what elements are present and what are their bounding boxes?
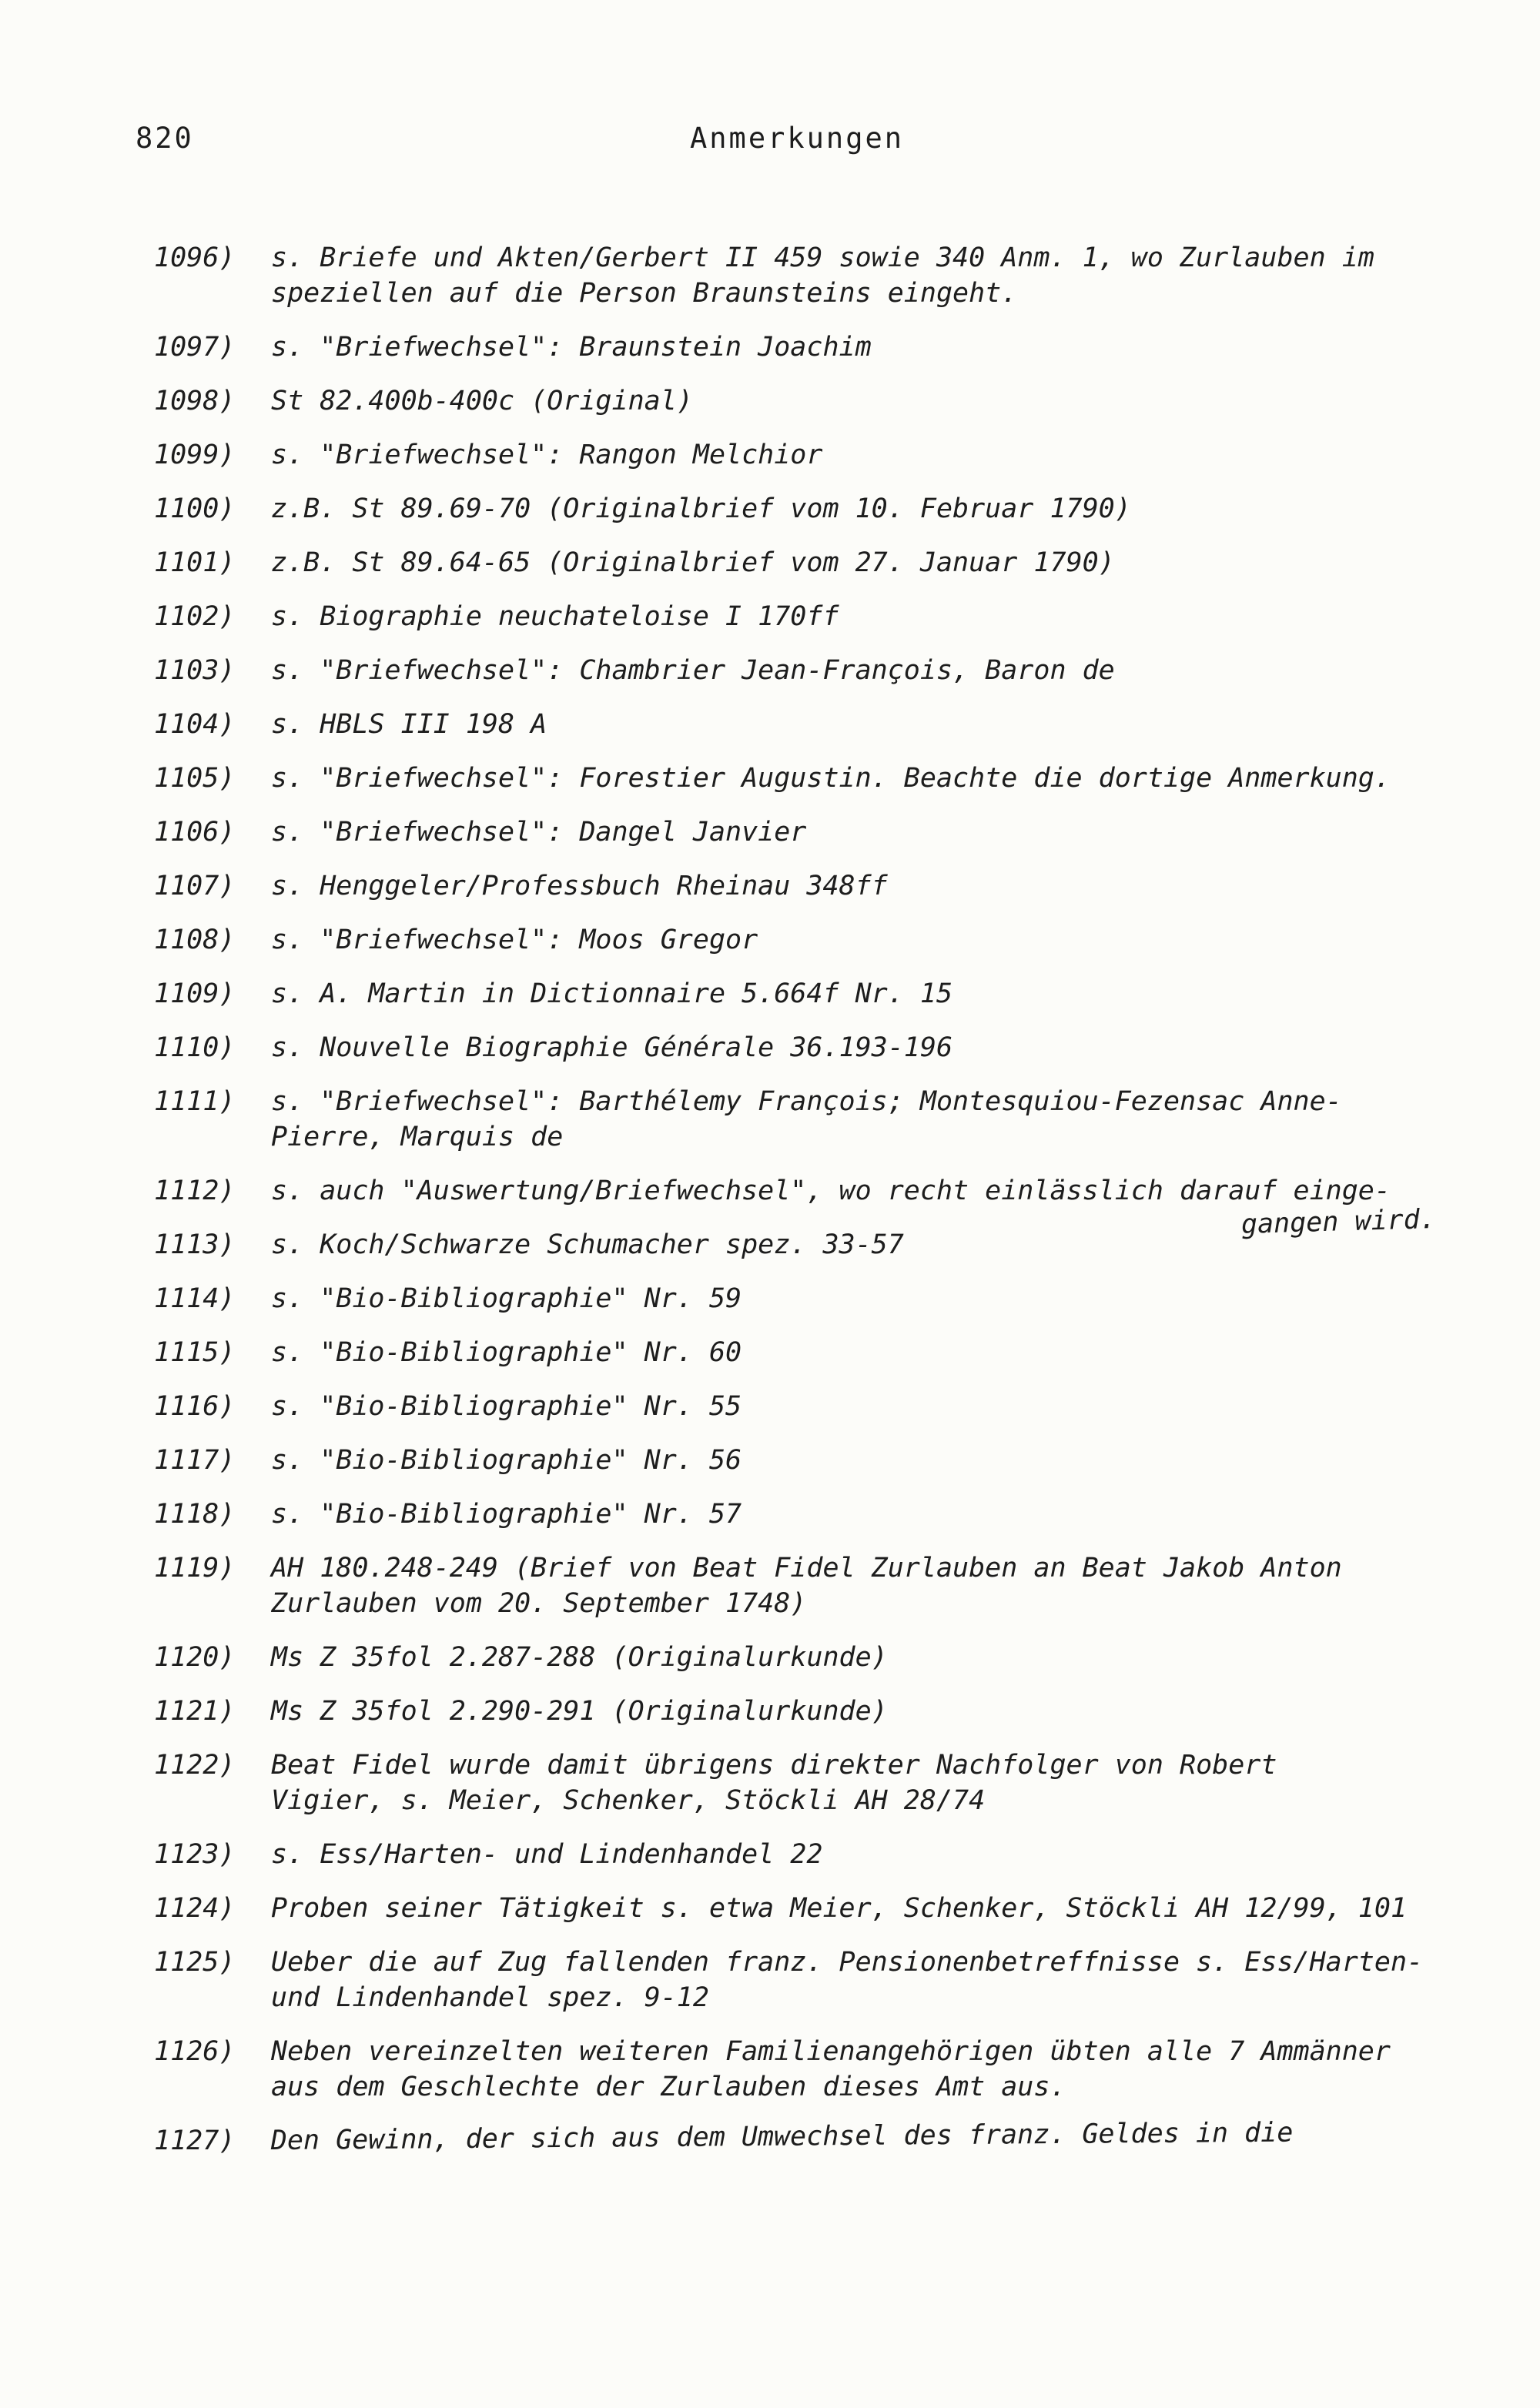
note-line: s. "Briefwechsel": Rangon Melchior [271,440,823,470]
note-number: 1108) [154,925,236,955]
note-number: 1111) [154,1086,236,1117]
note-row [154,1227,1478,1263]
note-number: 1124) [154,1893,236,1924]
note-line: s. Biographie neuchateloise I 170ff [271,601,839,632]
note-row [154,1694,1478,1729]
note-row [154,1389,1478,1424]
note-number: 1127) [154,2125,236,2156]
note-line: St 82.400b-400c (Original) [271,386,693,416]
note-line: AH 180.248-249 (Brief von Beat Fidel Zurlauben an Beat Jakob Anton [271,1553,1342,1584]
note-line: s. Briefe und Akten/Gerbert II 459 sowie 340 Anm. 1, wo Zurlauben im [271,242,1374,273]
note-row [154,1497,1478,1532]
note-number: 1104) [154,709,236,740]
note-text [271,1945,1423,2015]
note-text [271,2034,1391,2105]
note-text [271,1227,904,1263]
note-number: 1098) [154,386,236,416]
notes-list [154,240,1478,2177]
note-text [271,868,888,904]
note-number: 1112) [154,1176,236,1206]
note-row [154,1640,1478,1675]
note-row [154,922,1478,958]
note-text [271,1837,822,1872]
note-text [271,707,547,742]
note-line: s. "Briefwechsel": Barthélemy François; Montesquiou-Fezensac Anne- [271,1086,1342,1117]
note-number: 1109) [154,978,236,1009]
note-line: und Lindenhandel spez. 9-12 [271,1982,709,2013]
note-line: s. "Briefwechsel": Braunstein Joachim [271,332,872,363]
note-line: s. Ess/Harten- und Lindenhandel 22 [271,1839,823,1870]
page-heading: Anmerkungen [690,122,905,155]
note-text [271,1891,1407,1926]
note-text [271,1335,742,1370]
note-row [154,1945,1478,2015]
note-row [154,868,1478,904]
note-row [154,329,1478,365]
note-line: Pierre, Marquis de [271,1122,564,1152]
note-row [154,1084,1478,1155]
note-row [154,653,1478,688]
note-text [271,1389,742,1424]
note-line: s. HBLS III 198 A [271,709,547,740]
note-row [154,599,1478,634]
note-row [154,2034,1478,2105]
note-line: s. "Briefwechsel": Moos Gregor [271,925,758,955]
note-row [154,976,1478,1012]
note-line: s. Koch/Schwarze Schumacher spez. 33-57 [271,1229,904,1260]
note-line: Beat Fidel wurde damit übrigens direkter Nachfolger von Robert [271,1750,1277,1781]
note-row [154,1443,1478,1478]
note-text [271,1281,742,1316]
note-text [271,1640,888,1675]
note-number: 1099) [154,440,236,470]
note-text [271,814,806,850]
note-line: s. Nouvelle Biographie Générale 36.193-196 [271,1032,953,1063]
note-line: s. "Bio-Bibliographie" Nr. 56 [271,1445,742,1476]
note-number: 1106) [154,817,236,848]
note-text [271,240,1374,311]
note-line: s. "Briefwechsel": Dangel Janvier [271,817,807,848]
note-line: z.B. St 89.64-65 (Originalbrief vom 27. Januar 1790) [271,547,1115,578]
note-line: s. "Bio-Bibliographie" Nr. 57 [271,1499,742,1530]
note-text [271,1550,1342,1621]
note-number: 1116) [154,1391,236,1422]
note-text [271,491,1131,527]
note-text [271,545,1115,580]
note-row [154,1550,1478,1621]
note-number: 1097) [154,332,236,363]
note-number: 1102) [154,601,236,632]
note-row [154,1837,1478,1872]
note-row [154,1030,1478,1065]
note-number: 1126) [154,2036,236,2067]
note-text [271,437,822,473]
note-number: 1122) [154,1750,236,1781]
note-row [154,707,1478,742]
note-line: Ms Z 35fol 2.287-288 (Originalurkunde) [271,1642,888,1673]
note-row [154,2117,1478,2159]
note-number: 1115) [154,1337,236,1368]
note-line: speziellen auf die Person Braunsteins eingeht. [271,278,1018,309]
note-text [270,2117,1294,2159]
note-text [271,329,872,365]
note-line: s. A. Martin in Dictionnaire 5.664f Nr. 15 [271,978,953,1009]
note-number: 1113) [154,1229,236,1260]
note-text [271,1443,742,1478]
note-row [154,383,1478,419]
note-line: Ms Z 35fol 2.290-291 (Originalurkunde) [271,1696,888,1727]
note-text [271,1497,742,1532]
note-number: 1103) [154,655,236,686]
note-text [271,599,839,634]
note-number: 1107) [154,871,236,901]
note-number: 1114) [154,1283,236,1314]
note-line: z.B. St 89.69-70 (Originalbrief vom 10. Februar 1790) [271,493,1131,524]
note-number: 1096) [154,242,236,273]
note-text [271,1747,1277,1818]
note-row [154,1335,1478,1370]
note-row [154,1891,1478,1926]
note-line: Neben vereinzelten weiteren Familienangehörigen übten alle 7 Ammänner [271,2036,1391,2067]
note-number: 1100) [154,493,236,524]
note-number: 1120) [154,1642,236,1673]
note-number: 1105) [154,763,236,794]
note-number: 1121) [154,1696,236,1727]
note-text [271,1173,1391,1209]
note-text [271,761,1391,796]
note-line: Proben seiner Tätigkeit s. etwa Meier, Schenker, Stöckli AH 12/99, 101 [271,1893,1408,1924]
note-line: Vigier, s. Meier, Schenker, Stöckli AH 28/74 [271,1785,986,1816]
note-line: s. "Bio-Bibliographie" Nr. 60 [271,1337,742,1368]
note-row [154,1747,1478,1818]
note-row [154,1281,1478,1316]
note-text [271,1694,888,1729]
note-text [271,922,758,958]
note-line: s. "Bio-Bibliographie" Nr. 55 [271,1391,742,1422]
note-text [271,976,952,1012]
note-text [271,383,693,419]
note-line: Zurlauben vom 20. September 1748) [271,1588,807,1619]
note-number: 1117) [154,1445,236,1476]
note-number: 1123) [154,1839,236,1870]
note-row [154,1173,1478,1240]
note-row [154,491,1478,527]
note-line: s. "Briefwechsel": Forestier Augustin. Beachte die dortige Anmerkung. [271,763,1391,794]
note-row [154,761,1478,796]
note-number: 1125) [154,1947,236,1978]
note-line: aus dem Geschlechte der Zurlauben dieses Amt aus. [271,2072,1066,2102]
note-text [271,1030,952,1065]
note-row [154,240,1478,311]
note-line: Den Gewinn, der sich aus dem Umwechsel des franz. Geldes in die [270,2117,1294,2156]
note-number: 1118) [154,1499,236,1530]
note-line: Ueber die auf Zug fallenden franz. Pensionenbetreffnisse s. Ess/Harten- [271,1947,1424,1978]
note-row [154,545,1478,580]
note-carryover-text: gangen wird. [1240,1203,1437,1240]
note-text [271,1084,1342,1155]
note-line: s. "Bio-Bibliographie" Nr. 59 [271,1283,742,1314]
note-text [271,653,1115,688]
note-line: s. auch "Auswertung/Briefwechsel", wo recht einlässlich darauf einge- [271,1176,1391,1206]
note-number: 1110) [154,1032,236,1063]
page-number: 820 [136,122,194,155]
note-row [154,437,1478,473]
note-line: s. "Briefwechsel": Chambrier Jean-François, Baron de [271,655,1115,686]
note-line: s. Henggeler/Professbuch Rheinau 348ff [271,871,888,901]
note-number: 1119) [154,1553,236,1584]
note-number: 1101) [154,547,236,578]
note-row [154,814,1478,850]
